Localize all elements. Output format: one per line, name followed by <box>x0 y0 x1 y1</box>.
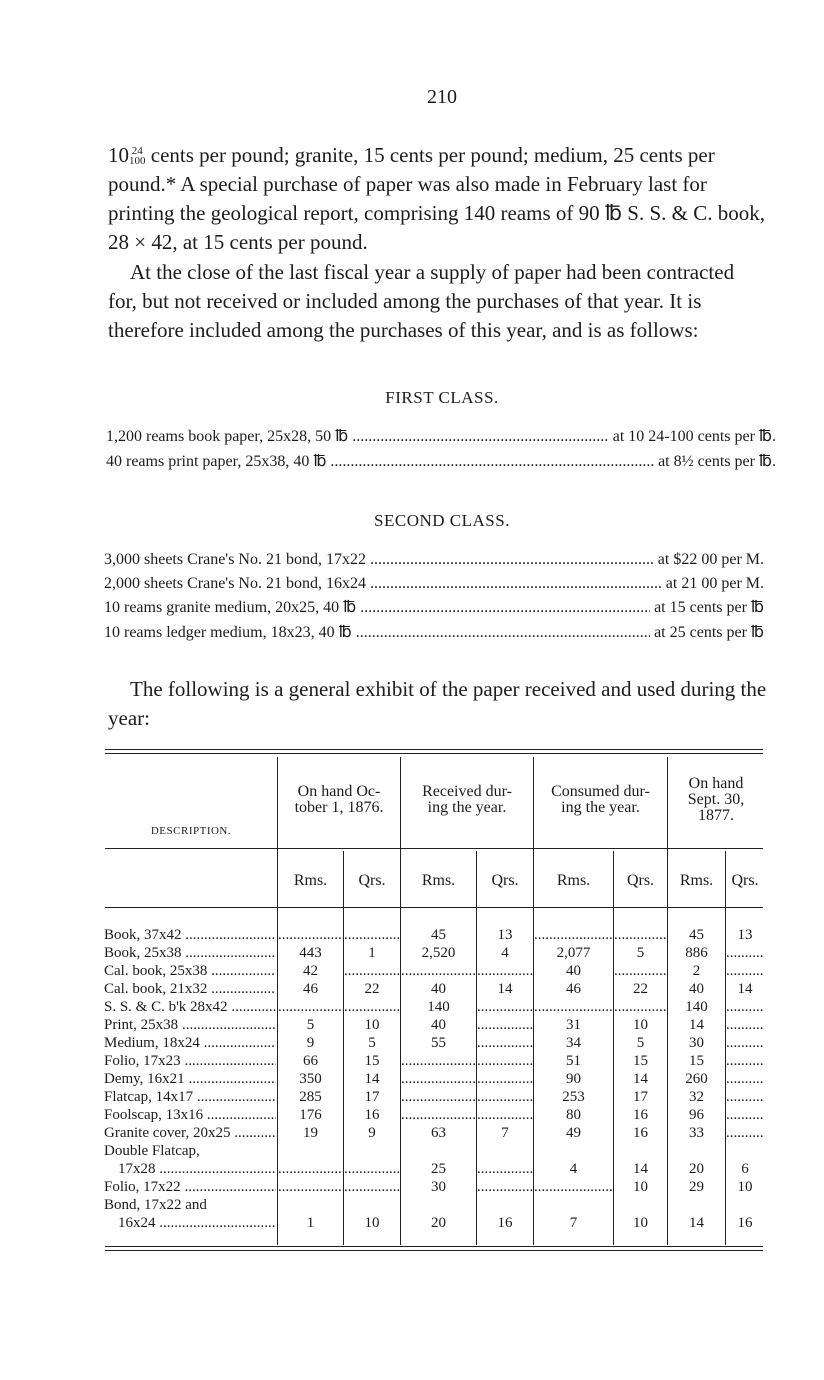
item-price: at 25 cents per ℔ <box>654 624 764 641</box>
row-value: 49 <box>566 1125 581 1141</box>
row-value: 5 <box>636 1035 645 1051</box>
row-value <box>726 1124 764 1142</box>
row-value <box>726 1106 764 1124</box>
row-value <box>726 1016 764 1034</box>
item-description: 1,200 reams book paper, 25x28, 50 ℔ ..... <box>106 426 609 448</box>
row-value: 7 <box>569 1215 578 1231</box>
row-value: 14 <box>497 981 513 997</box>
header-line: Consumed dur- <box>551 783 650 800</box>
row-value <box>278 1160 343 1178</box>
row-value <box>534 998 613 1016</box>
row-value <box>477 1016 533 1034</box>
row-value <box>726 1052 764 1070</box>
row-value <box>534 926 613 944</box>
table-bottom-rule <box>105 1246 763 1247</box>
row-value: 14 <box>633 1071 648 1087</box>
row-value <box>401 962 476 980</box>
table-row <box>104 926 764 944</box>
row-value: 34 <box>566 1035 581 1051</box>
row-description <box>104 1142 276 1178</box>
row-value: 46 <box>566 981 581 997</box>
row-description-line: 16x24 ..... <box>104 1214 276 1232</box>
header-line: ing the year. <box>427 799 507 816</box>
row-value <box>278 926 343 944</box>
row-description <box>104 944 276 962</box>
item-price: at 15 cents per ℔ <box>654 599 764 616</box>
table-row <box>104 980 764 998</box>
item-description: 10 reams granite medium, 20x25, 40 ℔ ..... <box>104 597 650 619</box>
sub-header-quires: Qrs. <box>358 872 386 889</box>
item-price: at 8½ cents per ℔. <box>658 453 776 470</box>
row-value: 7 <box>501 1125 509 1141</box>
sub-header-reams: Rms. <box>679 872 714 889</box>
table-row <box>104 998 764 1016</box>
row-value: 14 <box>364 1071 380 1087</box>
row-value: 40 <box>689 981 704 997</box>
sub-header-reams: Rms. <box>556 872 591 889</box>
row-description-line: Folio, 17x23 ..... <box>104 1052 276 1070</box>
table-row <box>104 1124 764 1142</box>
row-value: 40 <box>431 1017 446 1033</box>
first-class-item <box>106 426 776 448</box>
header-line: tober 1, 1876. <box>294 799 384 816</box>
header-line: Received dur- <box>422 783 512 800</box>
row-value: 90 <box>566 1071 581 1087</box>
row-value: 1 <box>368 945 376 961</box>
row-value: 42 <box>303 963 318 979</box>
row-value <box>726 962 764 980</box>
row-value <box>344 962 400 980</box>
row-value: 30 <box>689 1035 704 1051</box>
row-value: 33 <box>689 1125 704 1141</box>
row-value: 10 <box>364 1215 380 1231</box>
row-value <box>401 1088 476 1106</box>
row-value <box>726 944 764 962</box>
sub-header-reams: Rms. <box>293 872 328 889</box>
row-description <box>104 980 276 998</box>
table-row <box>104 962 764 980</box>
item-price: at $22 00 per M. <box>657 551 764 568</box>
table-row <box>104 1106 764 1124</box>
row-value: 16 <box>737 1215 753 1231</box>
row-value: 5 <box>368 1035 376 1051</box>
row-description <box>104 1124 276 1142</box>
table-row <box>104 1070 764 1088</box>
row-value: 40 <box>431 981 446 997</box>
row-description-line: Bond, 17x22 and <box>104 1197 207 1213</box>
row-description-line: Cal. book, 25x38 ..... <box>104 962 276 980</box>
row-value <box>477 1088 533 1106</box>
row-value: 40 <box>566 963 581 979</box>
table-row <box>104 1142 764 1178</box>
item-description: 3,000 sheets Crane's No. 21 bond, 17x22 ..... <box>104 549 654 571</box>
row-value <box>401 1106 476 1124</box>
row-value: 5 <box>306 1017 315 1033</box>
second-class-item <box>104 573 764 595</box>
row-description-line: Medium, 18x24 ..... <box>104 1034 276 1052</box>
header-consumed <box>534 784 667 816</box>
row-value: 10 <box>633 1215 648 1231</box>
row-value: 13 <box>737 927 753 943</box>
row-value: 253 <box>562 1089 585 1105</box>
row-value: 16 <box>497 1215 513 1231</box>
fraction-whole: 10 <box>108 143 129 167</box>
row-value <box>401 1052 476 1070</box>
row-value: 22 <box>364 981 380 997</box>
row-description <box>104 1016 276 1034</box>
row-value: 443 <box>299 945 322 961</box>
row-value <box>726 1088 764 1106</box>
row-value: 1 <box>306 1215 315 1231</box>
row-value: 4 <box>501 945 509 961</box>
row-description-line: Double Flatcap, <box>104 1143 200 1159</box>
row-description <box>104 926 276 944</box>
row-description-line: Foolscap, 13x16 ..... <box>104 1106 276 1124</box>
item-description: 2,000 sheets Crane's No. 21 bond, 16x24 ..... <box>104 573 662 595</box>
row-value: 140 <box>685 999 708 1015</box>
row-description-line: Demy, 16x21 ..... <box>104 1070 276 1088</box>
row-value: 13 <box>497 927 513 943</box>
header-on-hand-october <box>278 784 400 816</box>
row-value: 30 <box>431 1179 446 1195</box>
row-description <box>104 1034 276 1052</box>
row-value: 29 <box>689 1179 704 1195</box>
row-value: 886 <box>685 945 708 961</box>
row-value: 32 <box>689 1089 704 1105</box>
row-value <box>344 926 400 944</box>
row-value: 14 <box>689 1017 704 1033</box>
row-value <box>477 1106 533 1124</box>
row-value: 4 <box>569 1161 578 1177</box>
row-value <box>477 1052 533 1070</box>
paragraph-1 <box>108 141 768 257</box>
row-value: 16 <box>633 1107 648 1123</box>
row-value: 260 <box>685 1071 708 1087</box>
row-value <box>278 1178 343 1196</box>
row-value <box>278 998 343 1016</box>
fraction-numerator: 24 <box>131 145 143 157</box>
second-class-item <box>104 597 764 619</box>
row-description <box>104 1052 276 1070</box>
sub-header-reams: Rms. <box>421 872 456 889</box>
fraction-denominator: 100 <box>129 155 146 167</box>
paragraph-1-line-1: cents per pound; granite, 15 cents per pound; medium, 25 <box>145 143 635 167</box>
row-value <box>401 1070 476 1088</box>
first-class-item <box>106 451 776 473</box>
row-value: 350 <box>299 1071 322 1087</box>
row-value: 16 <box>633 1125 648 1141</box>
table-row <box>104 1088 764 1106</box>
row-value: 55 <box>431 1035 446 1051</box>
row-value <box>477 1034 533 1052</box>
row-value: 20 <box>431 1215 446 1231</box>
header-line: On hand Oc- <box>297 783 381 800</box>
row-value: 10 <box>737 1179 753 1195</box>
row-value <box>477 1160 533 1178</box>
table-row <box>104 1052 764 1070</box>
sub-header-quires: Qrs. <box>491 872 519 889</box>
row-value: 15 <box>364 1053 380 1069</box>
table-bottom-rule <box>105 1250 763 1251</box>
row-value: 25 <box>431 1161 446 1177</box>
header-rule <box>105 848 763 849</box>
row-value: 14 <box>633 1161 648 1177</box>
row-value: 51 <box>566 1053 581 1069</box>
row-value: 63 <box>431 1125 446 1141</box>
row-value: 96 <box>689 1107 704 1123</box>
row-value: 285 <box>299 1089 322 1105</box>
second-class-item <box>104 622 764 644</box>
row-value <box>477 998 533 1016</box>
row-description-line: Book, 37x42 ..... <box>104 926 276 944</box>
header-line: Sept. 30, <box>687 791 745 808</box>
paragraph-2: At the close of the last fiscal year a supply of paper had been contracted for, but not received or included among the purchases of that year. It is therefore included among the purchases of this year, and is as follows: <box>108 260 735 342</box>
row-value <box>477 1178 533 1196</box>
row-description <box>104 1178 276 1196</box>
row-value <box>344 1160 400 1178</box>
row-value: 20 <box>689 1161 704 1177</box>
row-value <box>726 998 764 1016</box>
row-value: 10 <box>364 1017 380 1033</box>
paragraph-1-rest: cents per pound.* A special purchase of paper was also made in February last for printing the geological report, comprising 140 reams of 90 ℔ S. S. & C. book, 28 × 42, at 15 cents per pound. <box>108 143 766 254</box>
row-value <box>477 1070 533 1088</box>
row-description <box>104 998 276 1016</box>
sub-header-quires: Qrs. <box>731 872 759 889</box>
row-description <box>104 1070 276 1088</box>
row-value <box>477 962 533 980</box>
row-description-line: Flatcap, 14x17 ..... <box>104 1088 276 1106</box>
row-value: 31 <box>566 1017 581 1033</box>
row-value: 46 <box>303 981 318 997</box>
table-top-rule <box>105 749 763 750</box>
row-description-line: Granite cover, 20x25 ..... <box>104 1124 276 1142</box>
row-value: 80 <box>566 1107 581 1123</box>
header-line: ing the year. <box>561 799 640 816</box>
row-value: 15 <box>633 1053 648 1069</box>
row-description <box>104 1196 276 1232</box>
fraction <box>129 146 146 166</box>
row-value: 14 <box>689 1215 704 1231</box>
row-description-line: Book, 25x38 ..... <box>104 944 276 962</box>
table-row <box>104 1178 764 1196</box>
row-description-line: S. S. & C. b'k 28x42 ..... <box>104 998 276 1016</box>
header-received <box>401 784 533 816</box>
row-value <box>614 926 667 944</box>
row-value: 17 <box>364 1089 380 1105</box>
item-description: 40 reams print paper, 25x38, 40 ℔ ..... <box>106 451 654 473</box>
row-value: 2 <box>692 963 701 979</box>
first-class-heading: FIRST CLASS. <box>385 388 499 407</box>
row-value <box>726 1034 764 1052</box>
row-value <box>614 962 667 980</box>
row-value <box>344 1178 400 1196</box>
row-value: 16 <box>364 1107 380 1123</box>
row-value <box>726 1070 764 1088</box>
page-number: 210 <box>427 86 457 108</box>
item-description: 10 reams ledger medium, 18x23, 40 ℔ ..... <box>104 622 650 644</box>
table-row <box>104 1016 764 1034</box>
item-price: at 21 00 per M. <box>665 575 764 592</box>
item-price: at 10 24-100 cents per ℔. <box>612 428 776 445</box>
row-value: 2,077 <box>556 945 591 961</box>
row-description-line: Print, 25x38 ..... <box>104 1016 276 1034</box>
row-value: 45 <box>431 927 446 943</box>
row-description <box>104 1088 276 1106</box>
second-class-item <box>104 549 764 571</box>
row-description <box>104 962 276 980</box>
row-value: 140 <box>427 999 450 1015</box>
row-value: 5 <box>636 945 645 961</box>
row-value: 17 <box>633 1089 648 1105</box>
row-value: 9 <box>368 1125 376 1141</box>
second-class-heading: SECOND CLASS. <box>374 511 510 530</box>
table-row <box>104 944 764 962</box>
table-top-rule <box>105 753 763 754</box>
row-description-line: Cal. book, 21x32 ..... <box>104 980 276 998</box>
sub-header-quires: Qrs. <box>626 872 655 889</box>
header-on-hand-september <box>668 776 764 824</box>
row-value: 9 <box>306 1035 315 1051</box>
subheader-rule <box>105 907 763 908</box>
row-value <box>534 1178 613 1196</box>
header-line: On hand <box>688 775 744 792</box>
row-value: 10 <box>633 1179 648 1195</box>
header-description: DESCRIPTION. <box>150 825 232 837</box>
table-row <box>104 1196 764 1232</box>
header-line: 1877. <box>698 807 734 824</box>
row-value: 6 <box>741 1161 749 1177</box>
row-value: 66 <box>303 1053 318 1069</box>
row-value: 14 <box>737 981 753 997</box>
row-description-line: Folio, 17x22 ..... <box>104 1178 276 1196</box>
row-value: 176 <box>299 1107 322 1123</box>
paragraph-3: The following is a general exhibit of the paper received and used during the year: <box>108 677 767 730</box>
table-row <box>104 1034 764 1052</box>
row-value: 15 <box>689 1053 704 1069</box>
row-description <box>104 1106 276 1124</box>
row-value: 10 <box>633 1017 648 1033</box>
row-value <box>344 998 400 1016</box>
row-description-line: 17x28 ..... <box>104 1160 276 1178</box>
row-value: 19 <box>303 1125 318 1141</box>
row-value: 45 <box>689 927 704 943</box>
row-value: 2,520 <box>421 945 456 961</box>
row-value <box>614 998 667 1016</box>
row-value: 22 <box>633 981 648 997</box>
